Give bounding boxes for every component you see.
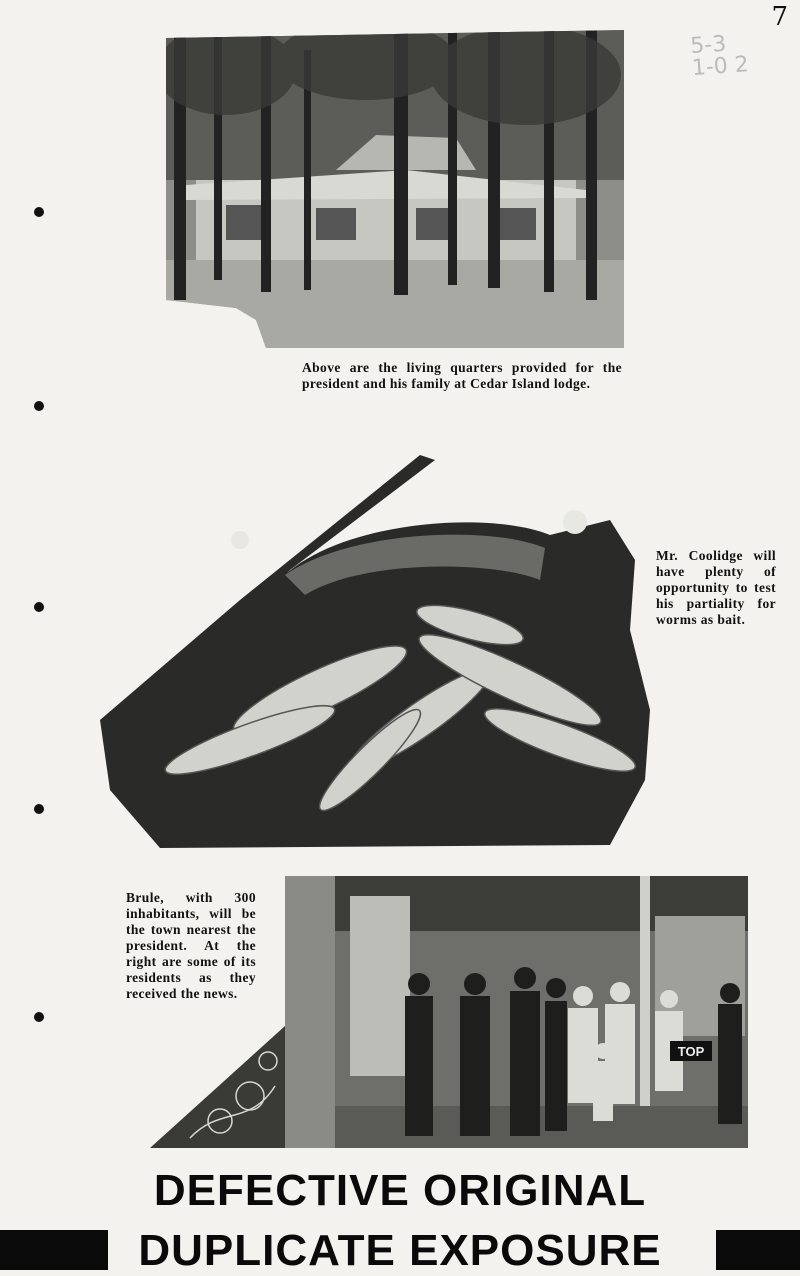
lodge-caption: Above are the living quarters provided for the president and his family at Cedar Island lodge. bbox=[302, 360, 622, 391]
punch-hole bbox=[34, 401, 44, 411]
punch-hole bbox=[34, 602, 44, 612]
duplicate-exposure-stamp: DUPLICATE EXPOSURE bbox=[138, 1226, 662, 1275]
fishing-caption: Mr. Coolidge will have plenty of opportunity to test his partiality for worms as bait. bbox=[656, 548, 776, 627]
fish-catch-photo bbox=[90, 450, 650, 850]
defective-original-stamp: DEFECTIVE ORIGINAL bbox=[153, 1166, 647, 1215]
punch-hole bbox=[34, 207, 44, 217]
store-sign-text: TOP bbox=[677, 1044, 705, 1059]
punch-hole bbox=[34, 1012, 44, 1022]
page-number: 7 bbox=[771, 2, 788, 32]
pencil-annotation: 5-3 1-0 2 bbox=[689, 31, 750, 82]
punch-hole bbox=[34, 804, 44, 814]
brule-caption: Brule, with 300 inhabitants, will be the town nearest the president. At the right are some of its residents as they received the news. bbox=[126, 890, 256, 1001]
lodge-photo bbox=[166, 30, 624, 350]
